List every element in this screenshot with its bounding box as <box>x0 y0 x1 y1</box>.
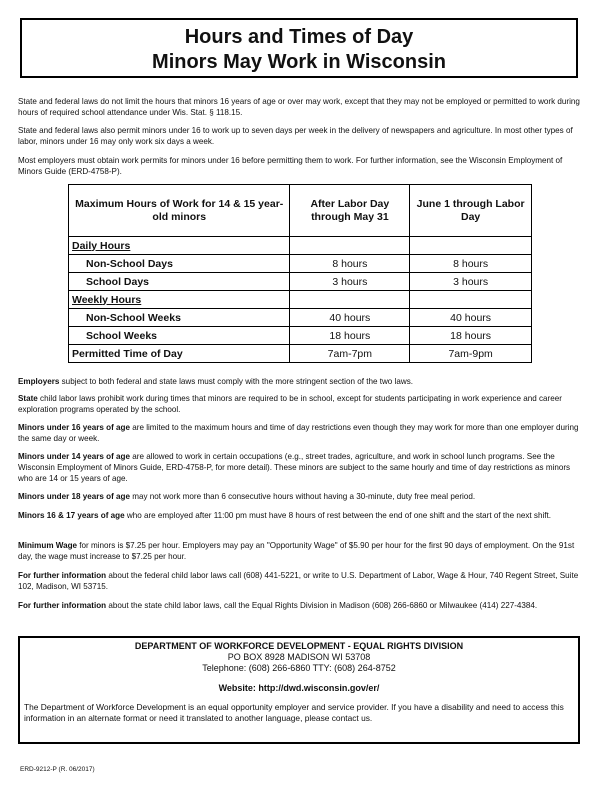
table-header-row <box>69 185 532 237</box>
note-under-14: Minors under 14 years of age are allowed to work in certain occupations (e.g., street trades, agriculture, and work in school lunch programs. See the Wisconsin Employment of Minors Guide, ERD-4758-P, for more detail). These minors are subject to the same hourly and time of day restrictions as minors who are 14 or 15 years of age. <box>18 452 571 483</box>
website-link[interactable]: Website: http://dwd.wisconsin.gov/er/ <box>218 683 380 693</box>
note-16-17: Minors 16 & 17 years of age who are employed after 11:00 pm must have 8 hours of rest between the end of one shift and the start of the next shift. <box>18 511 551 520</box>
school-year-value <box>290 237 410 255</box>
school-year-value: 18 hours <box>290 327 410 345</box>
summer-value: 8 hours <box>410 255 532 273</box>
title-box <box>20 18 578 78</box>
row-label: Permitted Time of Day <box>69 345 290 363</box>
form-code: ERD-9212-P (R. 06/2017) <box>20 766 95 773</box>
summer-value: 18 hours <box>410 327 532 345</box>
note-employers: Employers subject to both federal and state laws must comply with the more stringent section of the two laws. <box>18 377 413 386</box>
table-row <box>69 237 532 255</box>
row-label: School Weeks <box>69 327 290 345</box>
note-state-info: For further information about the state child labor laws, call the Equal Rights Division in Madison (608) 266-6860 or Milwaukee (414) 227-4384. <box>18 601 538 610</box>
intro-paragraph-1: State and federal laws do not limit the hours that minors 16 years of age or over may work, except that they may not be employed or permitted to work during hours of required school attendance under Wis. Stat. § 118.15. <box>18 97 580 117</box>
mailing-address: PO BOX 8928 MADISON WI 53708 <box>227 652 371 662</box>
department-name: DEPARTMENT OF WORKFORCE DEVELOPMENT - EQUAL RIGHTS DIVISION <box>134 641 464 651</box>
summer-value: 3 hours <box>410 273 532 291</box>
table-row <box>69 273 532 291</box>
row-label: Non-School Days <box>69 255 290 273</box>
note-federal-info: For further information about the federal child labor laws call (608) 441-5221, or write to U.S. Department of Labor, Wage & Hour, 740 Regent Street, Suite 102, Madison, WI 53715. <box>18 571 579 591</box>
note-minimum-wage: Minimum Wage for minors is $7.25 per hour. Employers may pay an "Opportunity Wage" of $5.90 per hour for the first 90 days of employment. On the 91st day, the wage must increase to $7.25 per hour. <box>18 541 575 561</box>
equal-opportunity-statement: The Department of Workforce Development is an equal opportunity employer and service provider. If you have a disability and need to access this information in an alternate format or need it translated to another language, please contact us. <box>24 702 564 723</box>
school-year-value <box>290 291 410 309</box>
title-line-2: Minors May Work in Wisconsin <box>152 51 446 73</box>
summer-value <box>410 237 532 255</box>
summer-value <box>410 291 532 309</box>
row-label: Non-School Weeks <box>69 309 290 327</box>
table-row <box>69 327 532 345</box>
table-row <box>69 255 532 273</box>
row-label: School Days <box>69 273 290 291</box>
note-under-16: Minors under 16 years of age are limited to the maximum hours and time of day restrictions even though they may work for more than one employer during the same day or week. <box>18 423 579 443</box>
table-header-cell: After Labor Day through May 31 <box>290 185 410 237</box>
summer-value: 40 hours <box>410 309 532 327</box>
school-year-value: 8 hours <box>290 255 410 273</box>
note-under-18: Minors under 18 years of age may not work more than 6 consecutive hours without having a 30-minute, duty free meal period. <box>18 492 476 501</box>
row-label: Daily Hours <box>69 237 290 255</box>
intro-paragraph-3: Most employers must obtain work permits for minors under 16 before permitting them to work. For further information, see the Wisconsin Employment of Minors Guide (ERD-4758-P). <box>18 156 563 176</box>
table-header-cell: June 1 through Labor Day <box>410 185 532 237</box>
table-row <box>69 345 532 363</box>
title-line-1: Hours and Times of Day <box>184 26 414 48</box>
table-row <box>69 291 532 309</box>
contact-box <box>18 636 580 744</box>
school-year-value: 7am-7pm <box>290 345 410 363</box>
row-label: Weekly Hours <box>69 291 290 309</box>
summer-value: 7am-9pm <box>410 345 532 363</box>
phone-numbers: Telephone: (608) 266-6860 TTY: (608) 264-8752 <box>202 663 396 673</box>
school-year-value: 3 hours <box>290 273 410 291</box>
table-row <box>69 309 532 327</box>
note-state: State child labor laws prohibit work during times that minors are required to be in school, except for students participating in work experience and career exploration programs operated by the school. <box>18 394 562 414</box>
table-header-cell: Maximum Hours of Work for 14 & 15 year-old minors <box>69 185 290 237</box>
school-year-value: 40 hours <box>290 309 410 327</box>
intro-paragraph-2: State and federal laws also permit minors under 16 to work up to seven days per week in the delivery of newspapers and agriculture. In most other types of labor, minors under 16 may only work six days a week. <box>18 126 573 146</box>
hours-table <box>68 184 532 363</box>
